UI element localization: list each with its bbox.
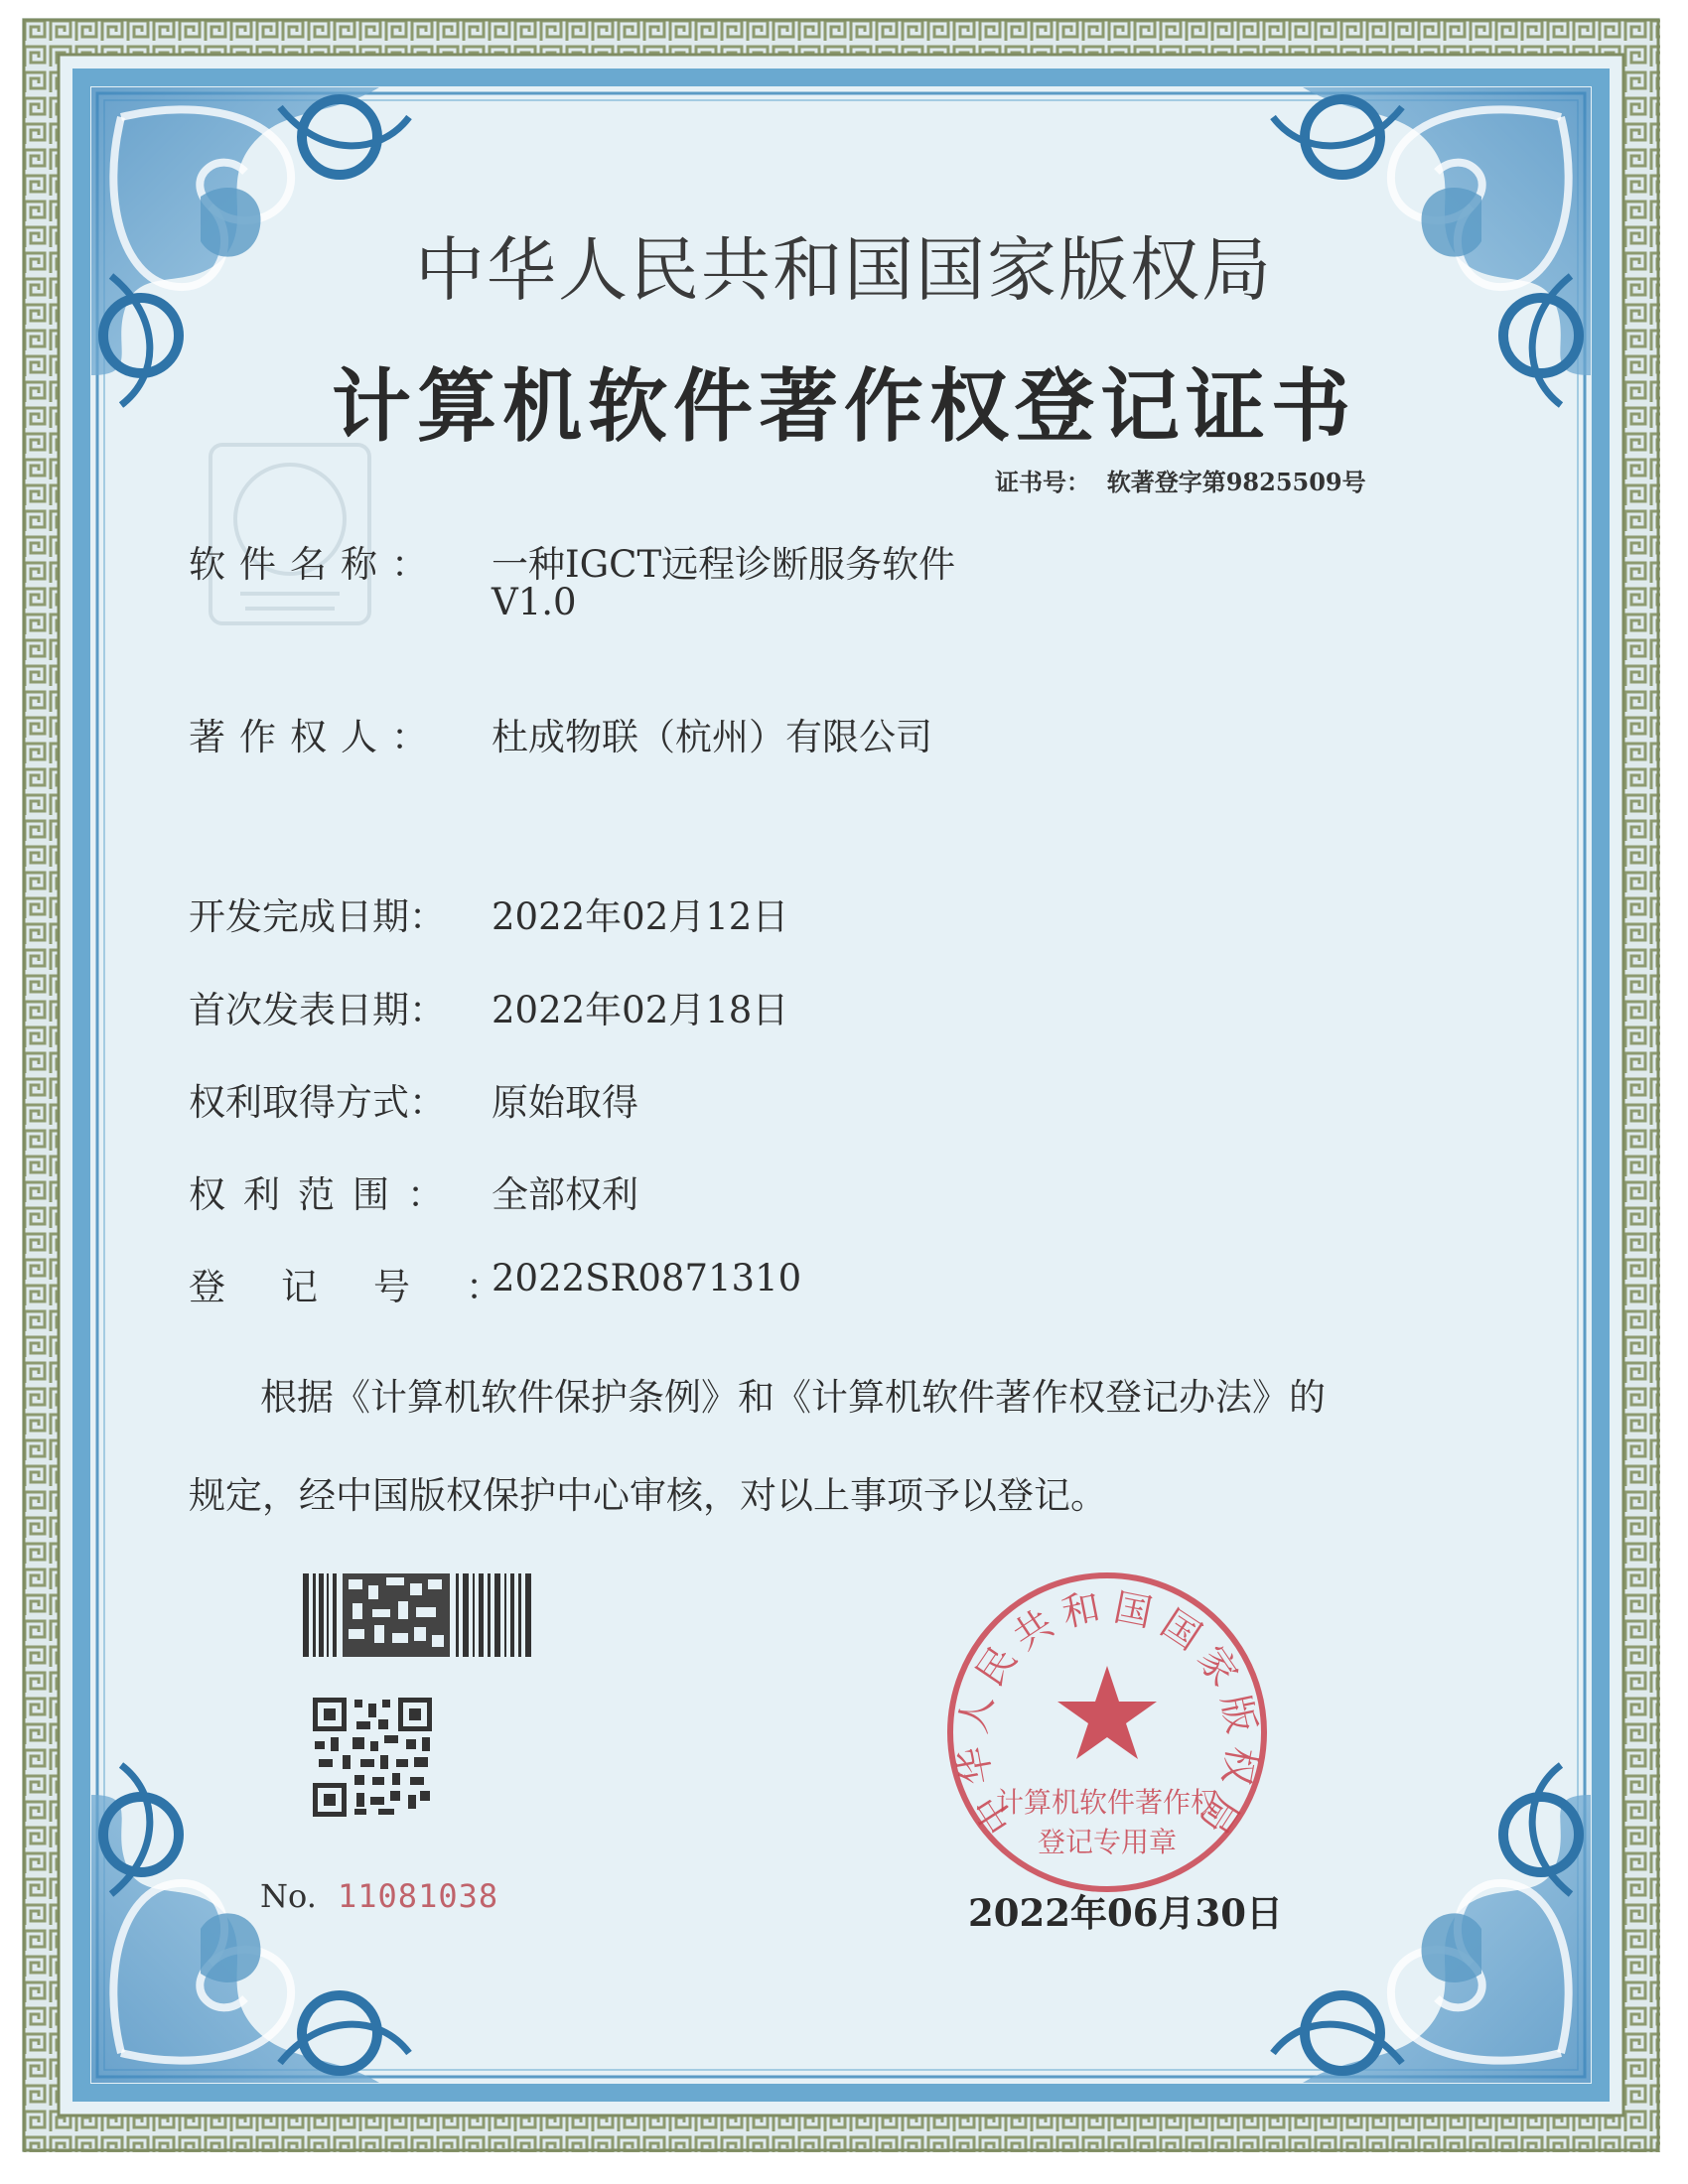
rights-scope-label: 权利范围：: [189, 1173, 462, 1216]
software-name-label: 软件名称：: [189, 543, 442, 586]
registration-number-value: 2022SR0871310: [492, 1257, 802, 1299]
first-publication-date-label: 首次发表日期：: [189, 989, 446, 1031]
rights-acquisition-value: 原始取得: [492, 1081, 638, 1124]
statement-line-2: 规定，经中国版权保护中心审核，对以上事项予以登记。: [189, 1474, 1107, 1517]
seal-arc-text: 中华人民共和国国家版权局: [950, 1584, 1264, 1843]
completion-date-label: 开发完成日期：: [189, 895, 446, 938]
first-publication-date-value: 2022年02月18日: [492, 989, 789, 1031]
official-seal: [938, 1564, 1276, 1901]
software-version-value: V1.0: [492, 581, 577, 623]
certificate-number-label: 证书号：: [995, 468, 1090, 496]
serial-number-label: No.: [260, 1877, 317, 1915]
certificate-number-value: 软著登字第9825509号: [1106, 468, 1366, 496]
software-name-value: 一种IGCT远程诊断服务软件: [492, 543, 956, 586]
barcode: [303, 1573, 537, 1657]
serial-number-value: 11081038: [338, 1877, 499, 1915]
certificate-title: 计算机软件著作权登记证书: [332, 359, 1356, 453]
statement-line-1: 根据《计算机软件保护条例》和《计算机软件著作权登记办法》的: [260, 1376, 1326, 1419]
copyright-owner-value: 杜成物联（杭州）有限公司: [492, 716, 932, 758]
rights-scope-value: 全部权利: [492, 1173, 638, 1216]
qr-code: [313, 1698, 432, 1817]
seal-text-line-1: 计算机软件著作权: [995, 1786, 1219, 1819]
issuing-authority: 中华人民共和国国家版权局: [415, 229, 1273, 311]
copyright-owner-label: 著作权人：: [189, 716, 442, 758]
registration-number-label: 登记号：: [189, 1266, 558, 1308]
seal-text-line-2: 登记专用章: [1037, 1826, 1178, 1858]
completion-date-value: 2022年02月12日: [492, 895, 789, 938]
issue-date: 2022年06月30日: [968, 1891, 1283, 1935]
rights-acquisition-label: 权利取得方式：: [189, 1081, 446, 1124]
seal-star-icon: [1057, 1666, 1157, 1759]
certificate-number: [995, 463, 1366, 497]
